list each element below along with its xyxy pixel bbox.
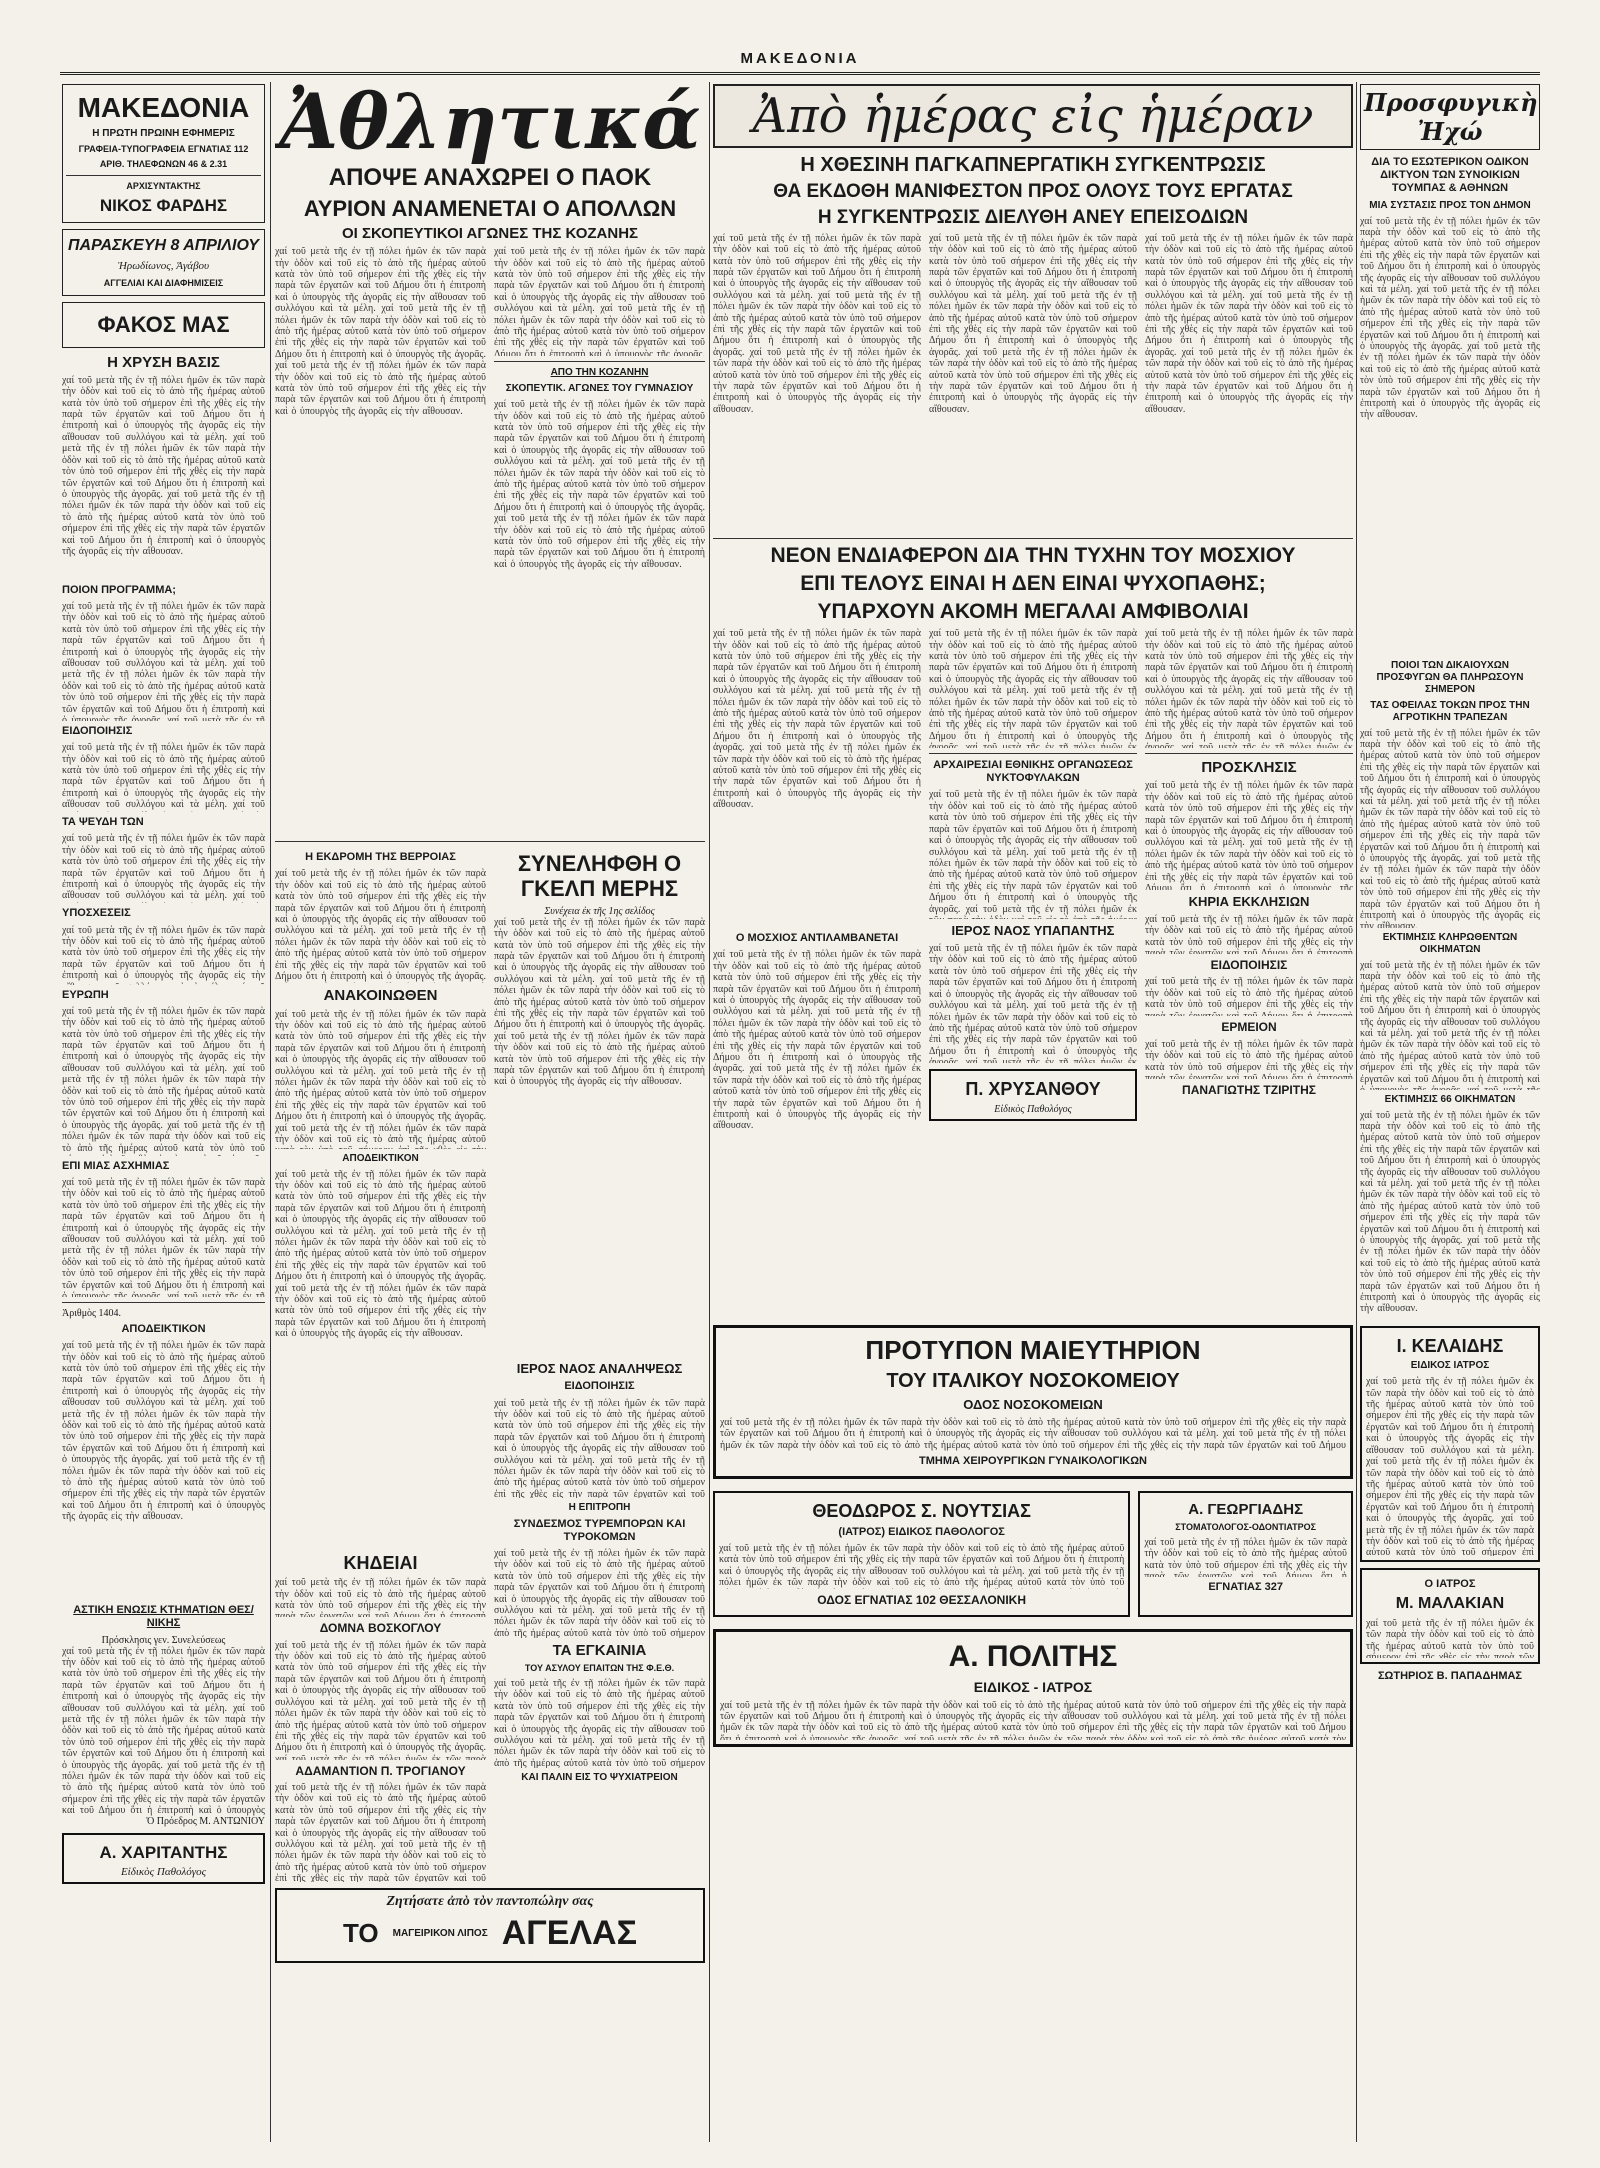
paok-heading: ΑΠΟΨΕ ΑΝΑΧΩΡΕΙ Ο ΠΑΟΚ — [328, 164, 652, 191]
issue-date: ΠΑΡΑΣΚΕΥΗ 8 ΑΠΡΙΛΙΟΥ — [68, 237, 259, 255]
maternity-ad — [713, 1325, 1353, 1479]
rally-peaceful-heading: Η ΣΥΓΚΕΝΤΡΩΣΙΣ ΔΙΕΛΥΘΗ ΑΝΕΥ ΕΠΕΙΣΟΔΙΩΝ — [817, 206, 1249, 228]
lard-ad-slogan: Ζητήσατε ἀπὸ τὸν παντοπώλην σας — [386, 1894, 594, 1910]
malakian-name: Μ. ΜΑΛΑΚΙΑΝ — [1395, 1595, 1505, 1613]
text-block — [1145, 628, 1353, 748]
europe-heading: ΕΥΡΩΠΗ — [62, 988, 109, 1001]
noutsias-role: (ΙΑΤΡΟΣ) ΕΙΔΙΚΟΣ ΠΑΘΟΛΟΓΟΣ — [838, 1525, 1005, 1538]
text-block — [275, 1640, 486, 1760]
text-block — [1360, 216, 1540, 656]
lard-ad-brand: ΑΓΕΛΑΣ — [501, 1914, 638, 1953]
text-block — [62, 742, 265, 812]
kelaidis-ad — [1360, 1326, 1540, 1563]
text-block — [275, 868, 486, 983]
noutsias-address: ΟΔΟΣ ΕΓΝΑΤΙΑΣ 102 ΘΕΣΣΑΛΟΝΙΚΗ — [817, 1592, 1027, 1607]
text-block — [275, 1169, 486, 1549]
text-block — [62, 375, 265, 580]
hermeion-heading: ΕΡΜΕΙΟΝ — [1221, 1020, 1277, 1035]
maternity-street: ΟΔΟΣ ΝΟΣΟΚΟΜΕΙΩΝ — [963, 1397, 1103, 1413]
text-block — [62, 833, 265, 903]
column-2 — [275, 82, 705, 2142]
lard-ad-product: ΜΑΓΕΙΡΙΚΟΝ ΛΙΠΟΣ — [392, 1927, 488, 1939]
doctor-ad — [62, 1833, 265, 1885]
text-block — [1144, 1537, 1347, 1577]
manifesto-heading: ΘΑ ΕΚΔΟΘΗ ΜΑΝΙΦΕΣΤΟΝ ΠΡΟΣ ΟΛΟΥΣ ΤΟΥΣ ΕΡΓΑΤΑΣ — [773, 181, 1293, 202]
text-block — [929, 943, 1137, 1063]
top-rule — [60, 72, 1540, 75]
unexpected-heading: ΕΠΙ ΜΙΑΣ ΑΣΧΗΜΙΑΣ — [62, 1159, 170, 1172]
maternity-hospital: ΤΟΥ ΙΤΑΛΙΚΟΥ ΝΟΣΟΚΟΜΕΙΟΥ — [886, 1370, 1180, 1393]
text-block — [62, 1646, 265, 1816]
text-block — [62, 601, 265, 721]
arrest-heading: ΣΥΝΕΛΗΦΘΗ Ο ΓΚΕΛΠ ΜΕΡΗΣ — [517, 851, 682, 902]
georgiadis-role: ΣΤΟΜΑΤΟΛΟΓΟΣ-ΟΔΟΝΤΙΑΤΡΟΣ — [1175, 1522, 1317, 1533]
kelaidis-name: Ι. ΚΕΛΑΙΔΗΣ — [1396, 1335, 1504, 1356]
refugee-echo-box — [1360, 84, 1540, 150]
chrysanthou-ad — [929, 1069, 1137, 1121]
text-block — [720, 1700, 1346, 1740]
moschios-subheading: Ο ΜΟΣΧΙΟΣ ΑΝΤΙΛΑΜΒΑΝΕΤΑΙ — [735, 932, 899, 945]
doctor-name: Α. ΧΑΡΙΤΑΝΤΗΣ — [99, 1842, 228, 1862]
text-block — [1145, 233, 1353, 533]
promises-heading: ΥΠΟΣΧΕΣΕΙΣ — [62, 907, 131, 920]
day-to-day-banner: Ἀπὸ ἡμέρας εἰς ἡμέραν — [713, 84, 1353, 148]
text-block — [1145, 976, 1353, 1016]
invitation-heading: ΠΡΟΣΚΛΗΣΙΣ — [1201, 759, 1297, 777]
kozani-section-heading: ΑΠΟ ΤΗΝ ΚΟΖΑΝΗΝ — [550, 367, 649, 379]
georgiadis-ad — [1138, 1491, 1353, 1617]
moschios-heading-2: ΕΠΙ ΤΕΛΟΥΣ ΕΙΝΑΙ Η ΔΕΝ ΕΙΝΑΙ ΨΥΧΟΠΑΘΗΣ; — [800, 571, 1266, 595]
kozani-shooting-heading: ΣΚΟΠΕΥΤΙΚ. ΑΓΩΝΕΣ ΤΟΥ ΓΥΜΝΑΣΙΟΥ — [505, 383, 694, 395]
rally-heading: Η ΧΘΕΣΙΝΗ ΠΑΓΚΑΠΝΕΡΓΑΤΙΚΗ ΣΥΓΚΕΝΤΡΩΣΙΣ — [800, 154, 1266, 176]
text-block — [494, 1678, 705, 1768]
text-block — [1145, 780, 1353, 890]
text-block — [494, 246, 705, 356]
paper-address: ΓΡΑΦΕΙΑ-ΤΥΠΟΓΡΑΦΕΙΑ ΕΓΝΑΤΙΑΣ 112 — [78, 144, 249, 155]
column-rule — [1356, 82, 1357, 2142]
name-day: Ἡρωδίωνος, Ἀγάβου — [117, 259, 210, 272]
column-1 — [62, 82, 265, 2142]
column-3 — [713, 82, 1353, 2142]
paper-nameplate — [62, 84, 265, 223]
funeral-name-2: ΑΔΑΜΑΝΤΙΟΝ Π. ΤΡΟΓΙΑΝΟΥ — [295, 1763, 466, 1778]
text-block — [1360, 1110, 1540, 1320]
politis-name: Α. ΠΟΛΙΤΗΣ — [948, 1640, 1118, 1674]
noutsias-name: ΘΕΟΔΩΡΟΣ Σ. ΝΟΥΤΣΙΑΣ — [812, 1500, 1031, 1521]
column-rule — [709, 82, 710, 2142]
georgiadis-address: ΕΓΝΑΤΙΑΣ 327 — [1208, 1581, 1283, 1594]
phakos-box — [62, 302, 265, 347]
column-5 — [1360, 82, 1540, 2142]
moschios-heading-1: ΝΕΟΝ ΕΝΔΙΑΦΕΡΟΝ ΔΙΑ ΤΗΝ ΤΥΧΗΝ ΤΟΥ ΜΟΣΧΙΟΥ — [770, 543, 1296, 567]
text-block — [275, 1009, 486, 1149]
receipt-title: ΑΠΟΔΕΙΚΤΙΚΟΝ — [121, 1322, 206, 1335]
assoc-signature: Ὁ Πρόεδρος Μ. ΑΝΤΩΝΙΟΥ — [146, 1815, 265, 1827]
text-block — [713, 233, 921, 533]
editor-name: ΝΙΚΟΣ ΦΑΡΔΗΣ — [99, 195, 228, 215]
ads-label: ΑΓΓΕΛΙΑΙ ΚΑΙ ΔΙΑΦΗΜΙΣΕΙΣ — [103, 277, 224, 288]
text-block — [62, 925, 265, 985]
psychiatric-heading: ΚΑΙ ΠΑΛΙΝ ΕΙΣ ΤΟ ΨΥΧΙΑΤΡΕΙΟΝ — [521, 1771, 678, 1783]
text-block — [62, 1177, 265, 1297]
notices-heading: ΕΙΔΟΠΟΙΗΣΙΣ — [62, 725, 133, 738]
masthead: ΜΑΚΕΔΟΝΙΑ — [740, 50, 860, 67]
funeral-heading: ΚΗΔΕΙΑΙ — [343, 1552, 418, 1573]
text-block — [62, 1340, 265, 1600]
lard-ad — [275, 1888, 705, 1963]
noutsias-ad — [713, 1491, 1130, 1617]
text-block — [929, 789, 1137, 919]
doctor-role: Εἰδικὸς Παθολόγος — [120, 1866, 207, 1879]
kozani-heading: ΟΙ ΣΚΟΠΕΥΤΙΚΟΙ ΑΓΩΝΕΣ ΤΗΣ ΚΟΖΑΝΗΣ — [341, 224, 639, 242]
chrysanthou-name: Π. ΧΡΥΣΑΝΘΟΥ — [965, 1079, 1101, 1100]
arrest-continued: Συνέχεια ἐκ τῆς 1ης σελίδος — [544, 905, 655, 917]
receipt-title-2: ΑΠΟΔΕΙΚΤΙΚΟΝ — [342, 1152, 419, 1164]
text-block — [713, 628, 921, 928]
text-block — [494, 1548, 705, 1638]
ypapanti-heading: ΙΕΡΟΣ ΝΑΟΣ ΥΠΑΠΑΝΤΗΣ — [951, 923, 1115, 939]
cheese-union-heading: ΣΥΝΔΕΣΜΟΣ ΤΥΡΕΜΠΟΡΩΝ ΚΑΙ ΤΥΡΟΚΟΜΩΝ — [513, 1517, 686, 1543]
church-signature: Η ΕΠΙΤΡΟΠΗ — [568, 1501, 631, 1513]
text-block — [713, 949, 921, 1319]
text-block — [719, 1543, 1124, 1589]
valuation-heading: ΕΚΤΙΜΗΣΙΣ ΚΛΗΡΩΘΕΝΤΩΝ ΟΙΚΗΜΑΤΩΝ — [1382, 931, 1518, 955]
road-network-heading: ΔΙΑ ΤΟ ΕΣΩΤΕΡΙΚΟΝ ΟΔΙΚΟΝ ΔΙΚΤΥΟΝ ΤΩΝ ΣΥΝΟΙΚΙΩΝ ΤΟΥΜΠΑΣ & ΑΘΗΝΩΝ — [1371, 156, 1529, 195]
column-rule — [270, 82, 271, 2142]
moschios-heading-3: ΥΠΑΡΧΟΥΝ ΑΚΟΜΗ ΜΕΓΑΛΑΙ ΑΜΦΙΒΟΛΙΑΙ — [817, 599, 1249, 623]
funeral-name-1: ΔΟΜΝΑ ΒΟΣΚΟΓΛΟΥ — [319, 1621, 442, 1636]
text-block — [62, 1006, 265, 1156]
municipality-heading: ΜΙΑ ΣΥΣΤΑΣΙΣ ΠΡΟΣ ΤΟΝ ΔΗΜΟΝ — [1369, 199, 1531, 211]
kelaidis-role: ΕΙΔΙΚΟΣ ΙΑΤΡΟΣ — [1410, 1360, 1490, 1372]
text-block — [1145, 1039, 1353, 1079]
gold-heading: Η ΧΡΥΣΗ ΒΑΣΙΣ — [107, 353, 220, 371]
politis-role: ΕΙΔΙΚΟΣ - ΙΑΤΡΟΣ — [973, 1678, 1093, 1695]
text-block — [720, 1417, 1346, 1451]
veria-heading: Η ΕΚΔΡΟΜΗ ΤΗΣ ΒΕΡΡΟΙΑΣ — [305, 851, 456, 864]
chrysanthou-role: Εἰδικὸς Παθολόγος — [994, 1103, 1072, 1115]
receipt-number: Ἀριθμὸς 1404. — [62, 1307, 122, 1319]
paper-name: ΜΑΚΕΔΟΝΙΑ — [77, 92, 250, 123]
papadimas-name: ΣΩΤΗΡΙΟΣ Β. ΠΑΠΑΔΗΜΑΣ — [1377, 1669, 1523, 1682]
paper-subtitle: Η ΠΡΩΤΗ ΠΡΩΙΝΗ ΕΦΗΜΕΡΙΣ — [92, 128, 235, 140]
tziritis-name: ΠΑΝΑΓΙΩΤΗΣ ΤΖΙΡΙΤΗΣ — [1182, 1082, 1316, 1097]
politis-ad — [713, 1629, 1353, 1746]
paper-phones: ΑΡΙΘ. ΤΗΛΕΦΩΝΩΝ 46 & 2.31 — [99, 158, 228, 169]
maternity-department: ΤΜΗΜΑ ΧΕΙΡΟΥΡΓΙΚΩΝ ΓΥΝΑΙΚΟΛΟΓΙΚΩΝ — [919, 1454, 1147, 1467]
elections-heading: ΑΡΧΑΙΡΕΣΙΑΙ ΕΘΝΙΚΗΣ ΟΡΓΑΝΩΣΕΩΣ ΝΥΚΤΟΦΥΛΑΚΩΝ — [933, 759, 1133, 785]
announcement-heading: ΑΝΑΚΟΙΝΩΘΕΝ — [323, 987, 438, 1005]
lard-ad-to: ΤΟ — [342, 1917, 379, 1948]
maternity-title: ΠΡΟΤΥΠΟΝ ΜΑΙΕΥΤΗΡΙΟΝ — [865, 1335, 1201, 1366]
apollon-heading: ΑΥΡΙΟΝ ΑΝΑΜΕΝΕΤΑΙ Ο ΑΠΟΛΛΩΝ — [303, 195, 677, 221]
valuation-66-heading: ΕΚΤΙΜΗΣΙΣ 66 ΟΙΚΗΜΑΤΩΝ — [1384, 1093, 1516, 1105]
church-heading: ΙΕΡΟΣ ΝΑΟΣ ΑΝΑΛΗΨΕΩΣ — [516, 1360, 683, 1376]
malakian-ad — [1360, 1568, 1540, 1664]
lies-heading: ΤΑ ΨΕΥΔΗ ΤΩΝ — [62, 816, 144, 829]
editor-label: ΑΡΧΙΣΥΝΤΑΚΤΗΣ — [126, 180, 201, 191]
text-block — [1366, 1618, 1534, 1658]
date-box — [62, 229, 265, 296]
candles-heading: ΚΗΡΙΑ ΕΚΚΛΗΣΙΩΝ — [1188, 894, 1310, 910]
text-block — [1366, 1376, 1534, 1556]
text-block — [275, 1782, 486, 1882]
malakian-label: Ο ΙΑΤΡΟΣ — [1424, 1578, 1476, 1591]
refugee-echo-title: Προσφυγικὴ Ἠχώ — [1364, 88, 1538, 146]
text-block — [929, 628, 1137, 748]
phakos-heading: ΦΑΚΟΣ ΜΑΣ — [97, 312, 230, 338]
assoc-heading: ΑΣΤΙΚΗ ΕΝΩΣΙΣ ΚΤΗΜΑΤΙΩΝ ΘΕΣ/ΝΙΚΗΣ — [73, 1604, 254, 1630]
text-block — [929, 233, 1137, 533]
georgiadis-name: Α. ΓΕΩΡΓΙΑΔΗΣ — [1188, 1500, 1304, 1518]
text-block — [494, 399, 705, 819]
interest-heading: ΤΑΣ ΟΦΕΙΛΑΣ ΤΟΚΩΝ ΠΡΟΣ ΤΗΝ ΑΓΡΟΤΙΚΗΝ ΤΡΑΠΕΖΑΝ — [1370, 699, 1530, 723]
program-heading: ΠΟΙΟΝ ΠΡΟΓΡΑΜΜΑ; — [62, 583, 176, 596]
inauguration-subheading: ΤΟΥ ΑΣΥΛΟΥ ΕΠΑΙΤΩΝ ΤΗΣ Φ.Ε.Θ. — [524, 1663, 675, 1674]
text-block — [275, 1577, 486, 1617]
assoc-subheading: Πρόσκλησις γεν. Συνελεύσεως — [101, 1634, 226, 1646]
notice-heading: ΕΙΔΟΠΟΙΗΣΙΣ — [1210, 957, 1288, 972]
text-block — [1360, 960, 1540, 1090]
church-notice: ΕΙΔΟΠΟΙΗΣΙΣ — [564, 1380, 635, 1393]
text-block — [494, 1398, 705, 1498]
text-block — [494, 917, 705, 1357]
text-block — [275, 246, 486, 836]
beneficiaries-heading: ΠΟΙΟΙ ΤΩΝ ΔΙΚΑΙΟΥΧΩΝ ΠΡΟΣΦΥΓΩΝ ΘΑ ΠΛΗΡΩΣΟΥΝ ΣΗΜΕΡΟΝ — [1376, 659, 1524, 695]
sports-title: Ἀθλητικά — [279, 82, 701, 166]
text-block — [1145, 914, 1353, 954]
inauguration-heading: ΤΑ ΕΓΚΑΙΝΙΑ — [552, 1641, 647, 1659]
text-block — [1360, 728, 1540, 928]
